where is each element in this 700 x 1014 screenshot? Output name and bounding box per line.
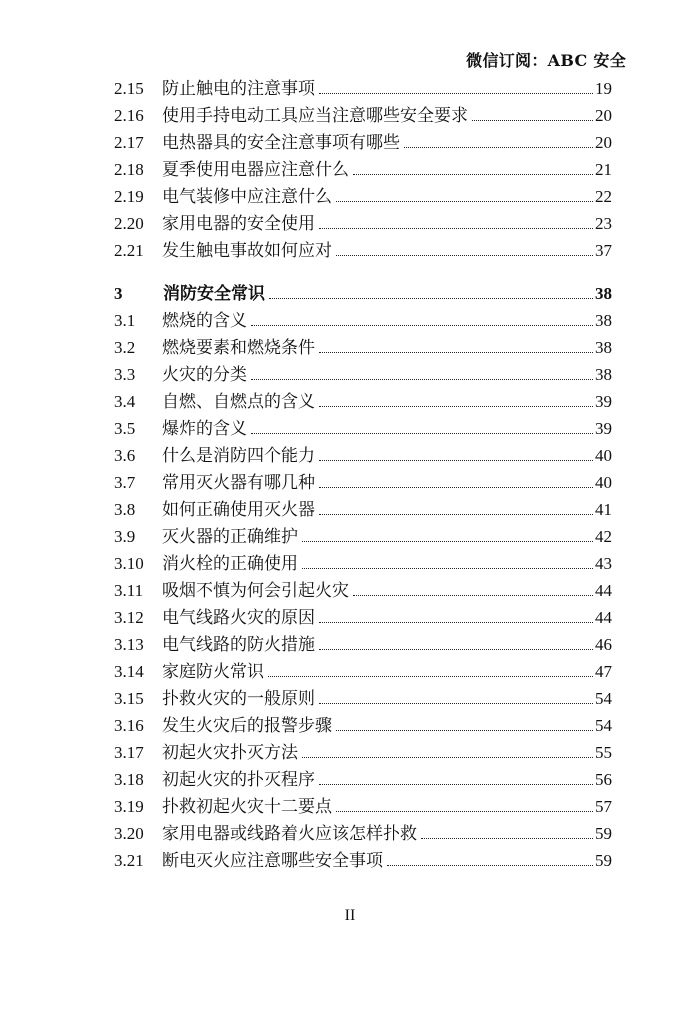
toc-entry-3-1[interactable] — [114, 307, 612, 334]
toc-entry-page: 54 — [595, 716, 612, 735]
toc-entry-number: 2.18 — [114, 160, 144, 179]
toc-entry-number: 3.13 — [114, 635, 144, 654]
toc-entry-3-5[interactable] — [114, 415, 612, 442]
toc-entry-title: 燃烧的含义 — [162, 311, 247, 331]
toc-entry-page: 59 — [595, 851, 612, 870]
toc-chapter-3[interactable] — [114, 280, 612, 307]
toc-entry-number: 3.8 — [114, 500, 136, 519]
toc-entry-page: 38 — [595, 311, 612, 330]
toc-entry-number: 3.1 — [114, 311, 136, 330]
toc-entry-3-13[interactable] — [114, 631, 612, 658]
toc-entry-2-15[interactable] — [114, 75, 612, 102]
toc-entry-3-8[interactable] — [114, 496, 612, 523]
toc-chapter-number: 3 — [114, 284, 123, 303]
toc-entry-number: 2.19 — [114, 187, 144, 206]
dot-leader — [302, 568, 593, 569]
dot-leader — [319, 649, 593, 650]
toc-entry-title: 防止触电的注意事项 — [162, 79, 315, 99]
dot-leader — [319, 352, 593, 353]
dot-leader — [319, 487, 593, 488]
toc-entry-title: 夏季使用电器应注意什么 — [162, 160, 349, 180]
toc-entry-3-12[interactable] — [114, 604, 612, 631]
toc-entry-title: 消火栓的正确使用 — [162, 554, 298, 574]
toc-entry-title: 家用电器或线路着火应该怎样扑救 — [162, 824, 417, 844]
toc-entry-page: 44 — [595, 581, 612, 600]
toc-entry-page: 40 — [595, 446, 612, 465]
toc-entry-title: 电气线路火灾的原因 — [162, 608, 315, 628]
toc-entry-number: 3.2 — [114, 338, 136, 357]
dot-leader — [387, 865, 593, 866]
toc-entry-number: 3.10 — [114, 554, 144, 573]
toc-entry-page: 21 — [595, 160, 612, 179]
toc-entry-number: 3.19 — [114, 797, 144, 816]
toc-entry-number: 2.20 — [114, 214, 144, 233]
toc-entry-3-15[interactable] — [114, 685, 612, 712]
toc-entry-number: 3.4 — [114, 392, 136, 411]
toc-entry-title: 常用灭火器有哪几种 — [162, 473, 315, 493]
toc-entry-3-2[interactable] — [114, 334, 612, 361]
dot-leader — [336, 201, 593, 202]
toc-entry-title: 自燃、自燃点的含义 — [162, 392, 315, 412]
toc-entry-number: 3.9 — [114, 527, 136, 546]
toc-entry-3-20[interactable] — [114, 820, 612, 847]
toc-entry-3-9[interactable] — [114, 523, 612, 550]
toc-entry-page: 56 — [595, 770, 612, 789]
toc-chapter-page: 38 — [595, 284, 612, 303]
toc-entry-title: 什么是消防四个能力 — [162, 446, 315, 466]
toc-entry-title: 初起火灾扑灭方法 — [162, 743, 298, 763]
header-subscribe-text: 微信订阅：ABC 安全 — [466, 51, 626, 70]
toc-entry-2-17[interactable] — [114, 129, 612, 156]
toc-entry-page: 19 — [595, 79, 612, 98]
dot-leader — [319, 460, 593, 461]
toc-entry-title: 电热器具的安全注意事项有哪些 — [162, 133, 400, 153]
toc-entry-title: 电气线路的防火措施 — [162, 635, 315, 655]
dot-leader — [336, 730, 593, 731]
toc-entry-number: 3.6 — [114, 446, 136, 465]
dot-leader — [353, 174, 593, 175]
toc-entry-page: 23 — [595, 214, 612, 233]
toc-entry-3-19[interactable] — [114, 793, 612, 820]
dot-leader — [269, 298, 593, 299]
dot-leader — [302, 541, 593, 542]
toc-entry-title: 爆炸的含义 — [162, 419, 247, 439]
toc-entry-page: 44 — [595, 608, 612, 627]
toc-entry-title: 发生火灾后的报警步骤 — [162, 716, 332, 736]
dot-leader — [336, 811, 593, 812]
dot-leader — [404, 147, 593, 148]
dot-leader — [268, 676, 593, 677]
toc-entry-title: 家用电器的安全使用 — [162, 214, 315, 234]
toc-entry-page: 38 — [595, 365, 612, 384]
toc-entry-number: 2.16 — [114, 106, 144, 125]
toc-entry-2-21[interactable] — [114, 237, 612, 264]
toc-entry-number: 3.20 — [114, 824, 144, 843]
toc-entry-page: 54 — [595, 689, 612, 708]
toc-entry-page: 20 — [595, 133, 612, 152]
toc-entry-page: 39 — [595, 419, 612, 438]
toc-entry-3-6[interactable] — [114, 442, 612, 469]
toc-entry-page: 55 — [595, 743, 612, 762]
toc-entry-page: 59 — [595, 824, 612, 843]
toc-entry-page: 39 — [595, 392, 612, 411]
toc-entry-number: 3.15 — [114, 689, 144, 708]
toc-entry-2-19[interactable] — [114, 183, 612, 210]
dot-leader — [251, 379, 593, 380]
toc-entry-title: 扑救火灾的一般原则 — [162, 689, 315, 709]
toc-entry-number: 3.11 — [114, 581, 144, 600]
toc-entry-title: 使用手持电动工具应当注意哪些安全要求 — [162, 106, 468, 126]
toc-entry-title: 如何正确使用灭火器 — [162, 500, 315, 520]
toc-entry-3-4[interactable] — [114, 388, 612, 415]
dot-leader — [353, 595, 593, 596]
dot-leader — [421, 838, 593, 839]
dot-leader — [319, 622, 593, 623]
toc-entry-3-10[interactable] — [114, 550, 612, 577]
toc-chapter-title: 消防安全常识 — [163, 284, 265, 304]
dot-leader — [319, 228, 593, 229]
toc-entry-3-21[interactable] — [114, 847, 612, 874]
table-of-contents — [114, 75, 612, 874]
dot-leader — [319, 703, 593, 704]
toc-entry-title: 家庭防火常识 — [162, 662, 264, 682]
toc-entry-number: 3.7 — [114, 473, 136, 492]
toc-entry-title: 吸烟不慎为何会引起火灾 — [162, 581, 349, 601]
toc-entry-page: 42 — [595, 527, 612, 546]
toc-entry-3-3[interactable] — [114, 361, 612, 388]
toc-entry-page: 47 — [595, 662, 612, 681]
toc-entry-page: 41 — [595, 500, 612, 519]
dot-leader — [251, 433, 593, 434]
toc-entry-page: 57 — [595, 797, 612, 816]
dot-leader — [319, 784, 593, 785]
dot-leader — [251, 325, 593, 326]
toc-entry-title: 初起火灾的扑灭程序 — [162, 770, 315, 790]
toc-entry-3-17[interactable] — [114, 739, 612, 766]
dot-leader — [472, 120, 593, 121]
dot-leader — [319, 406, 593, 407]
page-number: II — [344, 907, 356, 924]
toc-entry-title: 断电灭火应注意哪些安全事项 — [162, 851, 383, 871]
toc-entry-title: 火灾的分类 — [162, 365, 247, 385]
toc-entry-page: 22 — [595, 187, 612, 206]
toc-entry-3-16[interactable] — [114, 712, 612, 739]
dot-leader — [319, 93, 593, 94]
toc-entry-number: 2.21 — [114, 241, 144, 260]
toc-entry-page: 46 — [595, 635, 612, 654]
toc-entry-number: 3.17 — [114, 743, 144, 762]
toc-entry-2-18[interactable] — [114, 156, 612, 183]
dot-leader — [319, 514, 593, 515]
toc-entry-title: 燃烧要素和燃烧条件 — [162, 338, 315, 358]
toc-entry-title: 电气装修中应注意什么 — [162, 187, 332, 207]
toc-entry-number: 3.3 — [114, 365, 136, 384]
toc-entry-number: 3.18 — [114, 770, 144, 789]
toc-entry-number: 3.16 — [114, 716, 144, 735]
toc-entry-number: 3.21 — [114, 851, 144, 870]
toc-entry-title: 灭火器的正确维护 — [162, 527, 298, 547]
dot-leader — [336, 255, 593, 256]
toc-entry-title: 发生触电事故如何应对 — [162, 241, 332, 261]
toc-entry-number: 3.5 — [114, 419, 136, 438]
toc-entry-2-16[interactable] — [114, 102, 612, 129]
toc-entry-page: 20 — [595, 106, 612, 125]
toc-entry-3-18[interactable] — [114, 766, 612, 793]
toc-entry-number: 2.15 — [114, 79, 144, 98]
toc-entry-number: 2.17 — [114, 133, 144, 152]
toc-entry-page: 43 — [595, 554, 612, 573]
toc-entry-page: 38 — [595, 338, 612, 357]
toc-entry-3-11[interactable] — [114, 577, 612, 604]
toc-entry-number: 3.14 — [114, 662, 144, 681]
toc-entry-3-14[interactable] — [114, 658, 612, 685]
toc-entry-page: 37 — [595, 241, 612, 260]
toc-entry-title: 扑救初起火灾十二要点 — [162, 797, 332, 817]
toc-entry-number: 3.12 — [114, 608, 144, 627]
toc-entry-page: 40 — [595, 473, 612, 492]
toc-entry-2-20[interactable] — [114, 210, 612, 237]
dot-leader — [302, 757, 593, 758]
toc-entry-3-7[interactable] — [114, 469, 612, 496]
